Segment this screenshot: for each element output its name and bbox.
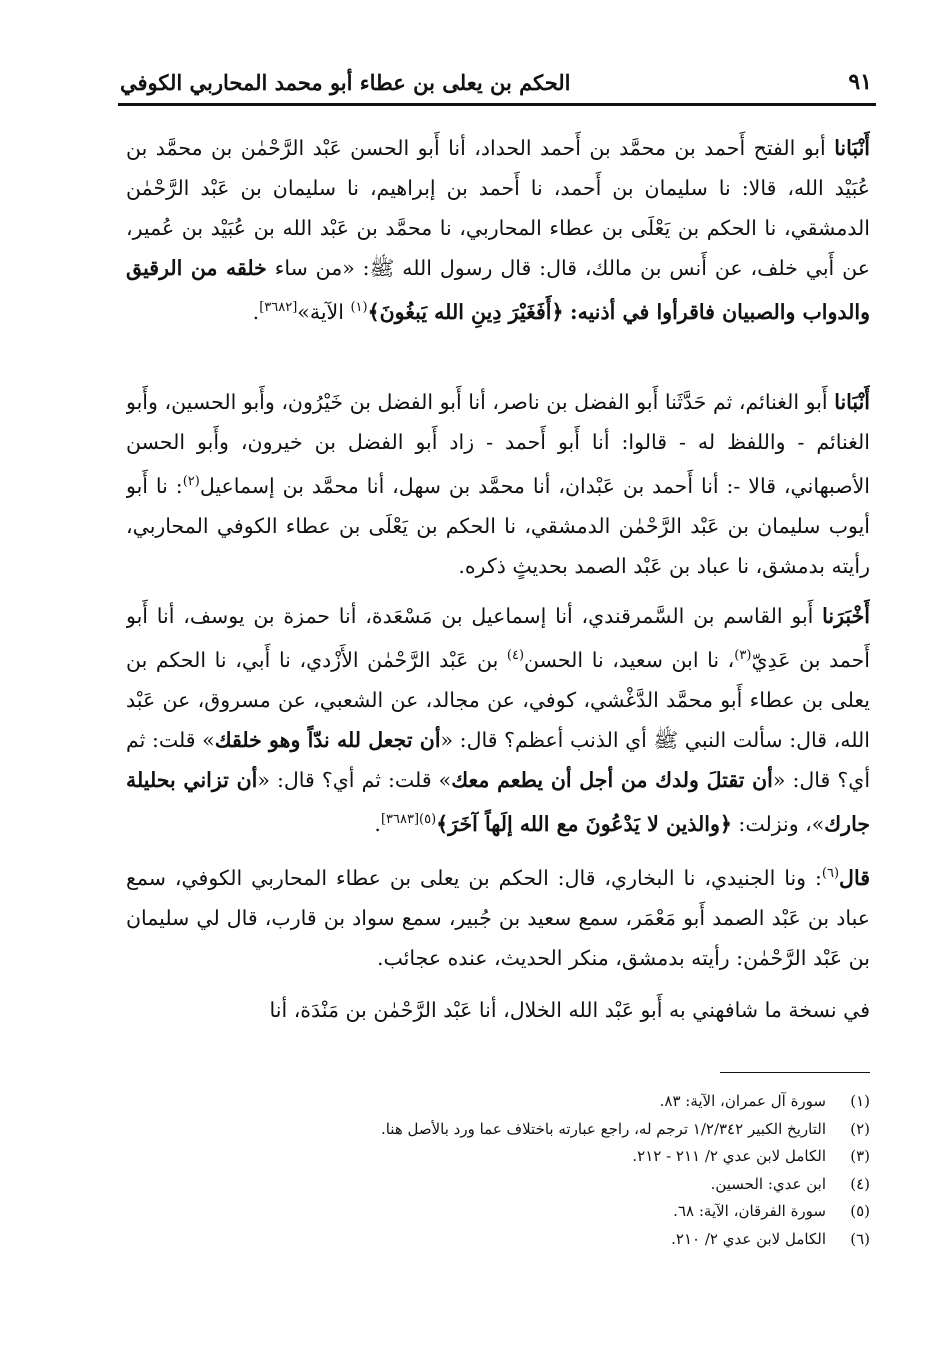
footnote-separator [720, 1072, 870, 1073]
footnote-marker: (٦) [821, 866, 840, 881]
paragraph-text: أَبو القاسم بن السَّمرقندي، أنا إسماعيل بن مَسْعَدة، أنا حمزة بن يوسف، أنا أَبو أَحمد بن عَدِيّ [126, 604, 870, 672]
footnote-5 [126, 1198, 870, 1226]
footnote-marker: (٣) [734, 648, 752, 663]
footnote-label: (٤) [850, 1174, 870, 1193]
footnote-marker: (٥) [419, 811, 437, 827]
paragraph-end: . [252, 299, 260, 324]
quran-quote: ﴿أَفَغَيْرَ دِينِ الله يَبغُونَ﴾ [367, 299, 564, 324]
hadith-reference-number: [٣٦٨٣] [380, 811, 420, 827]
footnote-text: ابن عدي: الحسين. [710, 1174, 826, 1193]
footnote-marker: (٢) [182, 474, 200, 489]
paragraph-text: : ونا الجنيدي، نا البخاري، قال: الحكم بن يعلى بن عطاء المحاربي الكوفي، سمع عباد بن عَبْد الصمد أَبو مَعْمَر، سمع سعيد بن جُبير، سمع سواد بن قارب، قال لي سليمان بن عَبْد الرَّحْمٰن: رأيته بدمشق، منكر الحديث، عنده عجائب. [126, 865, 870, 970]
paragraph-lead: أَنْبَانا [834, 390, 870, 414]
footnote-text: سورة الفرقان، الآية: ٦٨. [673, 1202, 826, 1220]
paragraph-2 [126, 382, 870, 588]
footnote-6 [126, 1226, 870, 1254]
hadith-text: أن تزاني بحليلة جارك [126, 767, 870, 836]
footnote-label: (٦) [850, 1229, 870, 1248]
paragraph-text: ، نا ابن سعيد، نا الحسن [524, 647, 735, 672]
footnote-text: الكامل لابن عدي ٢/ ٢١٠. [671, 1229, 826, 1248]
paragraph-text: »، ونزلت: [731, 811, 825, 836]
paragraph-text: » قلت: ثم أي؟ قال: « [126, 727, 870, 792]
paragraph-lead: أَنْبَانا [834, 136, 870, 160]
footnote-text: التاريخ الكبير ١/٢/٣٤٢ ترجم له، راجع عبارته باختلاف عما ورد بالأصل هنا. [380, 1119, 826, 1138]
paragraph-text-continued: : نا أَبو أيوب سليمان بن عَبْد الرَّحْمٰن الدمشقي، نا الحكم بن يَعْلَى بن عطاء الكوفي المحاربي، رأيته بدمشق، نا عباد بن عَبْد الصمد بحديثٍ ذكره. [126, 473, 870, 578]
paragraph-4 [126, 854, 870, 982]
paragraph-1 [126, 128, 870, 374]
page-number: ٩١ [848, 69, 872, 95]
footnote-label: (١) [850, 1092, 870, 1110]
paragraph-text: في نسخة ما شافهني به أَبو عَبْد الله الخلال، أنا عَبْد الرَّحْمٰن بن مَنْدَة، أنا [269, 998, 870, 1022]
paragraph-lead: أَخْبَرَنا [822, 604, 870, 628]
quran-quote: ﴿والذين لا يَدْعُونَ مع الله إلَهاً آخَرَ﴾ [436, 811, 732, 836]
paragraph-text: » قلت: ثم أي؟ قال: « [257, 767, 452, 792]
footnote-text: سورة آل عمران، الآية: ٨٣. [659, 1092, 826, 1110]
hadith-reference-number: [٣٦٨٢] [259, 300, 298, 315]
footnote-text: الكامل لابن عدي ٢/ ٢١١ - ٢١٢. [632, 1147, 826, 1165]
paragraph-3 [126, 596, 870, 846]
paragraph-5 [126, 990, 870, 1030]
footnote-1 [126, 1088, 870, 1116]
hadith-text: أن تقتلَ ولدك من أجل أن يطعم معك [451, 767, 773, 792]
paragraph-closing: الآية» [297, 299, 344, 324]
footnotes [126, 1088, 870, 1253]
hadith-text: خلقه من الرقيق والدواب والصبيان فاقرأوا في أذنيه: [126, 256, 870, 324]
footnote-label: (٣) [850, 1147, 870, 1165]
paragraph-text: أبو الفتح أَحمد بن محمَّد بن أَحمد الحداد، أنا أَبو الحسن عَبْد الرَّحْمٰن بن محمَّد بن عُبَيْد الله، قالا: نا سليمان بن أَحمد، نا أَحمد بن إبراهيم، نا سليمان بن عَبْد الرَّحْمٰن الدمشقي، نا الحكم بن يَعْلَى بن عطاء المحاربي، نا محمَّد بن عَبْد الله بن عُبَيْد بن عُمير، عن أَبي خلف، عن أَنس بن مالك، قال: قال رسول الله ﷺ: «من ساء [126, 136, 870, 280]
footnote-4 [126, 1171, 870, 1199]
paragraph-end: . [374, 811, 381, 836]
hadith-text: أن تجعل لله ندّاً وهو خلقك [214, 727, 441, 752]
footnote-2 [126, 1116, 870, 1144]
paragraph-text: بن عَبْد الرَّحْمٰن الأَزْدي، نا أَبي، نا الحكم بن يعلى بن عطاء أَبو محمَّد الدَّغْشي، كوفي، عن مجالد، عن الشعبي، عن مسروق، عن عَبْد الله، قال: سألت النبي ﷺ أي الذنب أعظم؟ قال: « [126, 647, 870, 752]
running-title: الحكم بن يعلى بن عطاء أبو محمد المحاربي الكوفي [120, 69, 571, 95]
main-text [126, 128, 870, 1038]
paragraph-text: أَبو الغنائم، ثم حَدَّثَنا أَبو الفضل بن ناصر، أنا أَبو الفضل بن خَيْرُون، وأَبو الحسين، وأَبو الغنائم - واللفظ له - قالوا: أنا أَبو أَحمد - زاد أَبو الفضل بن خيرون، وأَبو الحسن الأصبهاني، قالا -: أنا أَحمد بن عَبْدان، أنا محمَّد بن سهل، أنا محمَّد بن إسماعيل [126, 390, 870, 498]
running-header [120, 62, 872, 102]
header-rule [118, 103, 876, 106]
paragraph-lead: قال [839, 865, 870, 890]
footnote-label: (٥) [850, 1202, 870, 1220]
footnote-label: (٢) [850, 1119, 870, 1138]
footnote-marker: (٤) [506, 648, 525, 663]
footnote-marker: (١) [350, 300, 368, 315]
footnote-3 [126, 1143, 870, 1171]
